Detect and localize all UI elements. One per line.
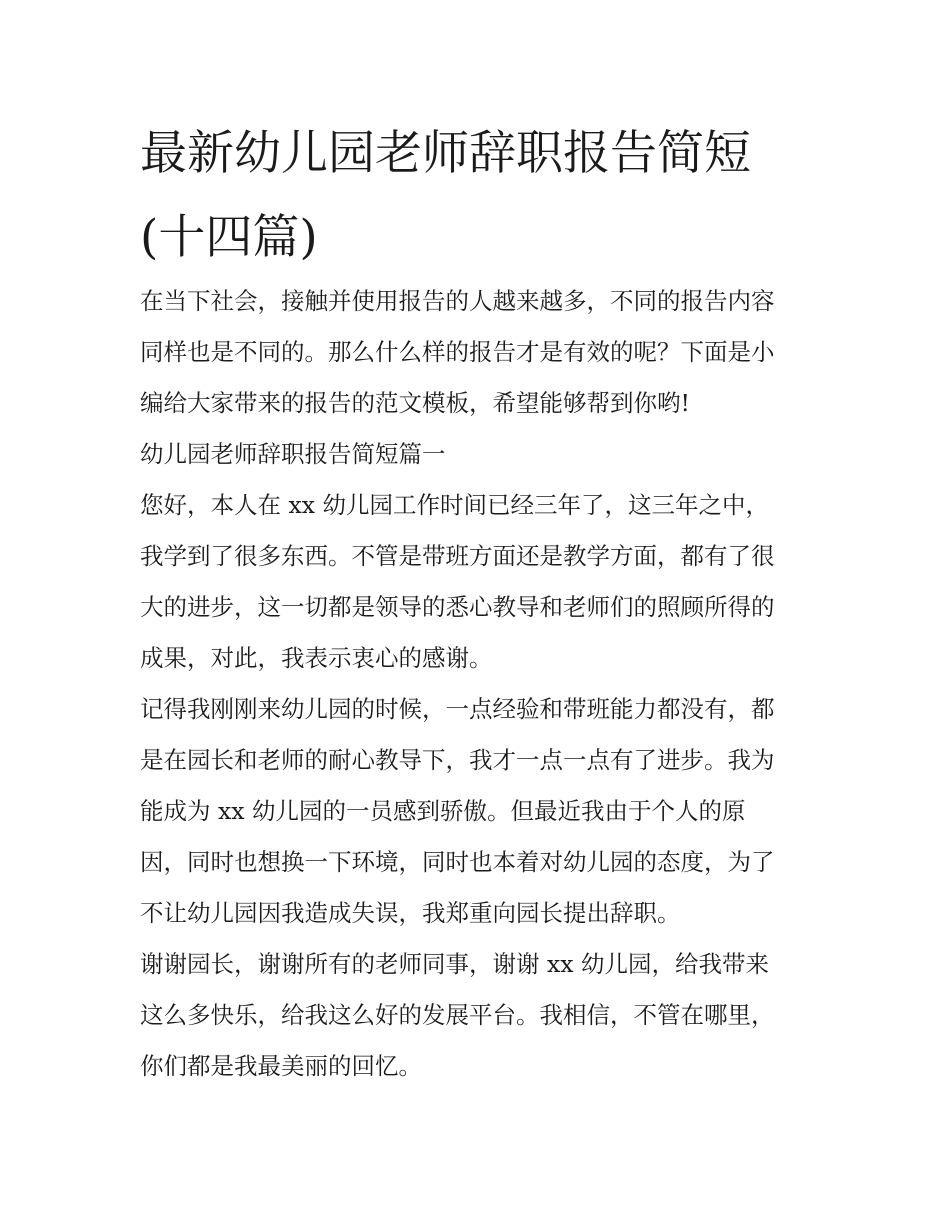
paragraph-2-line-4: 因，同时也想换一下环境，同时也本着对幼儿园的态度，为了	[140, 848, 775, 876]
document-body	[140, 276, 830, 1092]
intro-line-2: 同样也是不同的。那么什么样的报告才是有效的呢？下面是小	[140, 338, 775, 366]
document-title	[140, 112, 820, 280]
paragraph-2-line-3: 能成为 xx 幼儿园的一员感到骄傲。但最近我由于个人的原	[140, 797, 746, 825]
intro-line-1: 在当下社会，接触并使用报告的人越来越多，不同的报告内容	[140, 287, 775, 315]
intro-line-3: 编给大家带来的报告的范文模板，希望能够帮到你哟!	[140, 389, 690, 417]
paragraph-1-line-4: 成果，对此，我表示衷心的感谢。	[140, 644, 493, 672]
title-line-1: 最新幼儿园老师辞职报告简短	[140, 126, 751, 181]
paragraph-3-line-3: 你们都是我最美丽的回忆。	[140, 1052, 422, 1080]
paragraph-1-line-3: 大的进步，这一切都是领导的悉心教导和老师们的照顾所得的	[140, 593, 775, 621]
paragraph-3-line-1: 谢谢园长，谢谢所有的老师同事，谢谢 xx 幼儿园，给我带来	[140, 950, 769, 978]
paragraph-2-line-5: 不让幼儿园因我造成失误，我郑重向园长提出辞职。	[140, 899, 681, 927]
title-line-2: (十四篇)	[140, 210, 318, 265]
paragraph-2-line-1: 记得我刚刚来幼儿园的时候，一点经验和带班能力都没有，都	[140, 695, 775, 723]
section-heading: 幼儿园老师辞职报告简短篇一	[140, 440, 446, 468]
paragraph-1-line-1: 您好，本人在 xx 幼儿园工作时间已经三年了，这三年之中，	[140, 491, 769, 519]
paragraph-2-line-2: 是在园长和老师的耐心教导下，我才一点一点有了进步。我为	[140, 746, 775, 774]
paragraph-1-line-2: 我学到了很多东西。不管是带班方面还是教学方面，都有了很	[140, 542, 775, 570]
paragraph-3-line-2: 这么多快乐，给我这么好的发展平台。我相信，不管在哪里，	[140, 1001, 775, 1029]
